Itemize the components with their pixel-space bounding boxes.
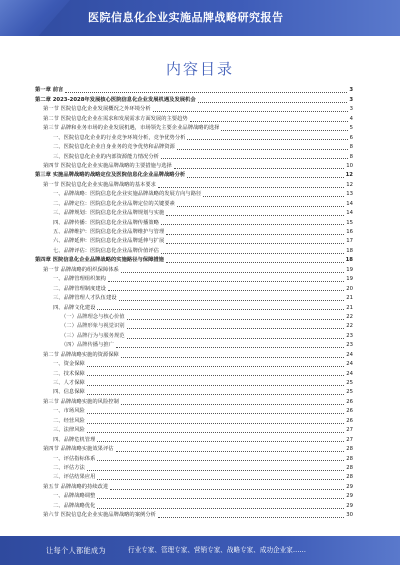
toc-entry[interactable] bbox=[35, 350, 353, 359]
toc-entry-title: 第二节 品牌战略实施的资源保障 bbox=[43, 351, 119, 358]
toc-entry-page: 18 bbox=[345, 257, 353, 264]
report-title: 医院信息化企业实施品牌战略研究报告 bbox=[88, 11, 284, 24]
toc-leader-dots bbox=[203, 196, 344, 197]
toc-entry[interactable] bbox=[35, 265, 353, 274]
toc-leader-dots bbox=[177, 206, 344, 207]
toc-leader-dots bbox=[97, 498, 344, 499]
toc-leader-dots bbox=[166, 262, 344, 263]
toc-entry[interactable] bbox=[35, 209, 353, 218]
toc-entry[interactable] bbox=[35, 275, 353, 284]
toc-leader-dots bbox=[177, 149, 348, 150]
toc-entry-page: 29 bbox=[346, 493, 353, 500]
toc-entry[interactable] bbox=[35, 152, 353, 161]
toc-entry[interactable] bbox=[35, 237, 353, 246]
toc-leader-dots bbox=[166, 243, 344, 244]
toc-entry-title: 第二章 2023-2028年发展核心医院信息化企业发展机遇及发展机会 bbox=[35, 96, 196, 103]
toc-entry-page: 29 bbox=[346, 502, 353, 509]
toc-entry-page: 27 bbox=[346, 427, 353, 434]
toc-entry-title: 一、资金保障 bbox=[53, 361, 85, 368]
toc-entry-title: 一、品牌战略：医院信息化企业实施品牌战略的发展方向与路径 bbox=[53, 191, 202, 198]
toc-entry-page: 13 bbox=[346, 191, 353, 198]
toc-entry-page: 3 bbox=[349, 87, 353, 94]
toc-leader-dots bbox=[97, 479, 344, 480]
toc-entry-title: 三、品牌管理人才队伍建设 bbox=[53, 295, 117, 302]
toc-entry-page: 28 bbox=[346, 455, 353, 462]
toc-entry-page: 12 bbox=[346, 181, 353, 188]
toc-entry-title: 第一节 医院信息化企业发展概况之外环境分析 bbox=[43, 106, 151, 113]
toc-entry-title: 二、品牌管理制度建设 bbox=[53, 285, 106, 292]
toc-entry-title: 六、品牌延伸：医院信息化企业品牌延伸与扩展 bbox=[53, 238, 165, 245]
toc-entry[interactable] bbox=[35, 464, 353, 473]
toc-leader-dots bbox=[161, 158, 348, 159]
toc-entry[interactable] bbox=[35, 369, 353, 378]
toc-entry-page: 6 bbox=[349, 134, 353, 141]
toc-entry-page: 27 bbox=[346, 436, 353, 443]
toc-entry[interactable] bbox=[35, 341, 353, 350]
toc-entry-title: （二）品牌形象与视觉识别 bbox=[61, 323, 125, 330]
toc-entry-title: 一、品牌战略调整 bbox=[53, 493, 96, 500]
toc-leader-dots bbox=[97, 309, 344, 310]
toc-heading: 内容目录 bbox=[165, 60, 234, 78]
toc-entry[interactable] bbox=[35, 379, 353, 388]
toc-leader-dots bbox=[87, 385, 344, 386]
toc-entry-title: 第四节 品牌战略实施效果评估 bbox=[43, 446, 114, 453]
toc-entry-page: 17 bbox=[346, 238, 353, 245]
toc-leader-dots bbox=[97, 460, 344, 461]
toc-entry[interactable] bbox=[35, 190, 353, 199]
toc-entry-title: 三、人才保障 bbox=[53, 380, 85, 386]
toc-entry-title: 四、品牌传播：医院信息化企业品牌传播策略 bbox=[53, 219, 159, 226]
toc-entry-title: 第三章 实施品牌战略的战略定位及医院信息化企业品牌战略分析 bbox=[35, 172, 186, 179]
toc-entry-page: 8 bbox=[349, 153, 353, 160]
toc-leader-dots bbox=[116, 347, 344, 348]
toc-entry-title: 第四节 医院信息化企业实施品牌战略的主要措施与选择 bbox=[43, 162, 172, 169]
toc-entry-title: 二、技术保障 bbox=[53, 370, 85, 377]
toc-leader-dots bbox=[166, 234, 344, 235]
toc-leader-dots bbox=[108, 290, 344, 291]
toc-leader-dots bbox=[127, 338, 345, 339]
toc-leader-dots bbox=[187, 139, 347, 140]
toc-entry[interactable] bbox=[35, 180, 353, 189]
toc-entry-title: 五、品牌维护：医院信息化企业品牌维护与管理 bbox=[53, 229, 165, 235]
toc-leader-dots bbox=[153, 111, 348, 112]
footer-roles: 行业专家、管理专家、营销专家、战略专家、成功企业家…… bbox=[128, 546, 307, 554]
toc-entry-page: 25 bbox=[346, 380, 353, 386]
toc-entry[interactable] bbox=[35, 105, 353, 114]
toc-entry[interactable] bbox=[35, 407, 353, 416]
toc-entry-page: 28 bbox=[346, 474, 353, 481]
toc-leader-dots bbox=[166, 215, 344, 216]
toc-entry[interactable] bbox=[35, 426, 353, 435]
toc-entry-page: 26 bbox=[346, 398, 353, 405]
toc-entry[interactable] bbox=[35, 143, 353, 152]
toc-leader-dots bbox=[108, 281, 344, 282]
toc-entry[interactable] bbox=[35, 133, 353, 142]
toc-entry-title: 七、品牌评估：医院信息化企业品牌价值评估 bbox=[53, 247, 159, 254]
table-of-contents bbox=[35, 86, 353, 520]
toc-entry-title: 二、医院信息化企业自身业务的竞争优势和品牌资源 bbox=[53, 144, 175, 151]
toc-entry[interactable] bbox=[35, 162, 353, 171]
toc-entry-title: 第一章 前言 bbox=[35, 87, 64, 94]
toc-entry[interactable] bbox=[35, 313, 353, 322]
toc-leader-dots bbox=[87, 432, 344, 433]
toc-entry-page: 5 bbox=[349, 125, 353, 132]
toc-entry[interactable] bbox=[35, 199, 353, 208]
toc-entry[interactable] bbox=[35, 303, 353, 312]
toc-leader-dots bbox=[65, 92, 347, 93]
toc-entry-title: 第一节 医院信息化企业实施品牌战略的基本要求 bbox=[43, 181, 156, 188]
toc-entry-title: 四、品牌危机管理 bbox=[53, 436, 96, 443]
toc-entry[interactable] bbox=[35, 501, 353, 510]
toc-entry-title: 一、医院信息化企业的行业竞争环境分析，竞争优势分析 bbox=[53, 134, 186, 141]
toc-entry-page: 8 bbox=[349, 144, 353, 151]
toc-entry-page: 12 bbox=[345, 172, 353, 179]
toc-leader-dots bbox=[121, 272, 344, 273]
toc-entry-title: 二、品牌定位：医院信息化企业品牌定位的关键要素 bbox=[53, 200, 175, 207]
toc-leader-dots bbox=[119, 300, 345, 301]
toc-leader-dots bbox=[221, 130, 347, 131]
toc-leader-dots bbox=[161, 224, 344, 225]
toc-entry[interactable] bbox=[35, 171, 353, 180]
toc-entry-page: 22 bbox=[346, 313, 353, 320]
toc-entry[interactable] bbox=[35, 256, 353, 265]
toc-entry-page: 21 bbox=[346, 295, 353, 302]
toc-leader-dots bbox=[116, 451, 345, 452]
toc-entry-page: 26 bbox=[346, 408, 353, 415]
toc-leader-dots bbox=[87, 423, 344, 424]
toc-entry[interactable] bbox=[35, 360, 353, 369]
toc-entry-page: 18 bbox=[346, 247, 353, 254]
toc-entry-page: 23 bbox=[346, 332, 353, 339]
toc-entry[interactable] bbox=[35, 454, 353, 463]
toc-leader-dots bbox=[127, 328, 345, 329]
toc-entry-page: 10 bbox=[346, 162, 353, 169]
toc-entry-title: 二、品牌战略优化 bbox=[53, 502, 96, 509]
toc-entry-title: 一、品牌管理组织架构 bbox=[53, 276, 106, 283]
toc-entry-title: 第一节 品牌战略的组织保障体系 bbox=[43, 266, 119, 273]
toc-entry[interactable] bbox=[35, 246, 353, 255]
toc-entry[interactable] bbox=[35, 124, 353, 133]
toc-entry-title: 第四章 医院信息化企业品牌战略的实施路径与保障措施 bbox=[35, 257, 164, 264]
toc-entry[interactable] bbox=[35, 435, 353, 444]
toc-entry-title: （四）品牌传播与推广 bbox=[61, 342, 114, 349]
toc-entry-page: 19 bbox=[346, 266, 353, 273]
toc-entry-title: 第三节 品牌和业务市场的企业发展机遇，市场领先主要企业品牌战略的选择 bbox=[43, 125, 220, 132]
toc-entry-page: 14 bbox=[346, 210, 353, 217]
page-footer bbox=[0, 536, 400, 565]
toc-entry-page: 24 bbox=[346, 351, 353, 358]
toc-leader-dots bbox=[174, 168, 344, 169]
toc-leader-dots bbox=[121, 404, 344, 405]
toc-entry[interactable] bbox=[35, 482, 353, 491]
toc-leader-dots bbox=[187, 177, 343, 178]
toc-entry[interactable] bbox=[35, 492, 353, 501]
toc-leader-dots bbox=[87, 394, 344, 395]
toc-entry-title: 第五节 品牌战略的持续改进 bbox=[43, 483, 109, 490]
toc-entry-page: 26 bbox=[346, 417, 353, 424]
toc-entry-title: 二、评估方法 bbox=[53, 464, 85, 471]
toc-entry[interactable] bbox=[35, 284, 353, 293]
toc-entry-title: 三、法律风险 bbox=[53, 427, 85, 434]
toc-leader-dots bbox=[158, 517, 344, 518]
toc-leader-dots bbox=[87, 413, 344, 414]
toc-entry-page: 4 bbox=[349, 115, 353, 122]
toc-entry-page: 3 bbox=[349, 106, 353, 113]
toc-entry[interactable] bbox=[35, 388, 353, 397]
toc-entry-title: 三、品牌规划：医院信息化企业品牌规划与实施 bbox=[53, 210, 165, 217]
toc-entry-page: 15 bbox=[346, 219, 353, 226]
toc-entry-page: 30 bbox=[346, 512, 353, 519]
toc-entry-title: 四、信息保障 bbox=[53, 389, 85, 396]
toc-entry[interactable] bbox=[35, 331, 353, 340]
toc-entry-page: 24 bbox=[346, 370, 353, 377]
toc-entry[interactable] bbox=[35, 86, 353, 95]
toc-entry-title: 三、医院信息化企业的内部资源能力情况分析 bbox=[53, 153, 159, 160]
toc-entry-title: 一、市场风险 bbox=[53, 408, 85, 415]
toc-entry-page: 29 bbox=[346, 483, 353, 490]
toc-entry-title: （一）品牌理念与核心价值 bbox=[61, 313, 125, 320]
toc-entry-page: 28 bbox=[346, 446, 353, 453]
toc-entry-title: 四、品牌文化建设 bbox=[53, 304, 96, 311]
toc-entry-page: 14 bbox=[346, 200, 353, 207]
toc-entry-page: 22 bbox=[346, 323, 353, 330]
toc-leader-dots bbox=[87, 470, 344, 471]
toc-leader-dots bbox=[121, 357, 344, 358]
toc-leader-dots bbox=[87, 366, 344, 367]
toc-entry-title: 二、经营风险 bbox=[53, 417, 85, 424]
toc-entry-title: 三、评估结果应用 bbox=[53, 474, 96, 481]
toc-entry-title: （三）品牌行为与服务规范 bbox=[61, 332, 125, 339]
toc-entry[interactable] bbox=[35, 95, 353, 104]
toc-entry-page: 24 bbox=[346, 361, 353, 368]
toc-entry-title: 第六节 医院信息化企业实施品牌战略的案例分析 bbox=[43, 512, 156, 519]
header-decoration bbox=[0, 0, 70, 36]
toc-entry-page: 19 bbox=[346, 276, 353, 283]
toc-entry[interactable] bbox=[35, 294, 353, 303]
toc-entry[interactable] bbox=[35, 511, 353, 520]
toc-leader-dots bbox=[198, 102, 348, 103]
toc-entry[interactable] bbox=[35, 218, 353, 227]
toc-entry-page: 25 bbox=[346, 389, 353, 396]
toc-entry-title: 一、评估指标体系 bbox=[53, 455, 96, 462]
toc-leader-dots bbox=[127, 319, 345, 320]
toc-leader-dots bbox=[97, 441, 344, 442]
toc-entry-page: 16 bbox=[346, 229, 353, 235]
toc-entry[interactable] bbox=[35, 416, 353, 425]
toc-entry[interactable] bbox=[35, 473, 353, 482]
toc-entry[interactable] bbox=[35, 445, 353, 454]
toc-leader-dots bbox=[190, 121, 348, 122]
footer-slogan: 让每个人都能成为 bbox=[46, 546, 106, 555]
toc-entry[interactable] bbox=[35, 228, 353, 237]
toc-entry-title: 第三节 品牌战略实施的风险控制 bbox=[43, 398, 119, 405]
page-header bbox=[0, 0, 400, 36]
toc-entry[interactable] bbox=[35, 114, 353, 123]
toc-leader-dots bbox=[161, 253, 344, 254]
toc-entry-title: 第二节 医院信息化企业在需求和发展需求方面发展的主要趋势 bbox=[43, 115, 188, 122]
toc-entry-page: 3 bbox=[349, 96, 353, 103]
toc-entry[interactable] bbox=[35, 397, 353, 406]
toc-entry-page: 20 bbox=[346, 285, 353, 292]
toc-entry-page: 23 bbox=[346, 342, 353, 349]
toc-leader-dots bbox=[158, 187, 344, 188]
toc-entry-page: 21 bbox=[346, 304, 353, 311]
toc-entry[interactable] bbox=[35, 322, 353, 331]
toc-leader-dots bbox=[110, 489, 344, 490]
toc-entry-page: 28 bbox=[346, 464, 353, 471]
toc-leader-dots bbox=[87, 375, 344, 376]
toc-leader-dots bbox=[97, 508, 344, 509]
